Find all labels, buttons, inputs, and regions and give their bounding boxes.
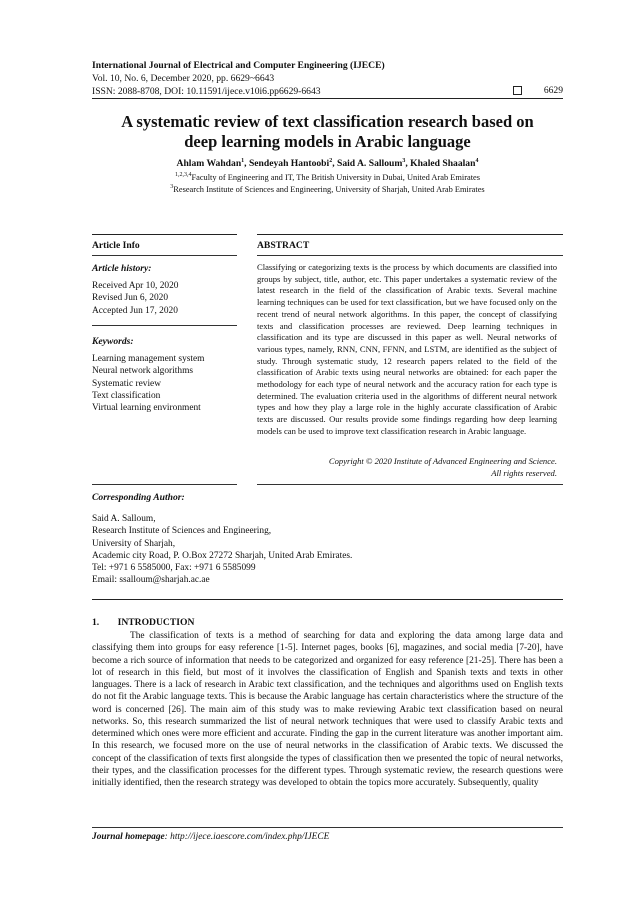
footer-rule <box>92 827 563 828</box>
keyword-item: Neural network algorithms <box>92 366 194 377</box>
issn-doi: ISSN: 2088-8708, DOI: 10.11591/ijece.v10i6.pp6629-6643 <box>92 86 321 97</box>
history-item: Accepted Jun 17, 2020 <box>92 305 178 316</box>
affiliation <box>92 172 563 182</box>
affiliation-sup: 1,2,3,4 <box>174 172 192 178</box>
history-heading: Article history: <box>92 263 152 274</box>
history-item: Revised Jun 6, 2020 <box>92 293 169 304</box>
intro-paragraph <box>92 630 563 789</box>
article-info-heading: Article Info <box>92 240 140 251</box>
copyright-line-2: All rights reserved. <box>491 467 557 478</box>
abstract-rule <box>257 255 563 256</box>
corresponding-bottom-rule <box>92 599 563 600</box>
author-name: Ahlam Wahdan <box>176 158 242 170</box>
section-title: INTRODUCTION <box>117 617 195 628</box>
article-info-bottom-rule <box>92 484 237 485</box>
author-sup: 2 <box>329 158 333 164</box>
keyword-item: Systematic review <box>92 378 161 389</box>
section-heading <box>92 617 194 628</box>
keyword-item: Text classification <box>92 390 161 401</box>
intro-text: The classification of texts is a method of searching for data and exploring the data among large data and classifying them into groups for easy reference [1-5]. Internet pages, books [6], magazines, and social media [7-20], have become a rich source of information that needs to be categorized and organized for easy reference [21-25]. There has been a lot of research in this field, but most of it involves the classification of English and Spanish texts and texts in other languages. There is a lack of research in Arabic text classification, and the techniques and algorithms used on English texts do not fit the Arabic language texts. This is because the Arabic language has certain characteristics where the structure of the word is concerned [26]. The main aim of this study was to make reviewing Arabic text classification based on neural networks. So, this research summarized the list of neural network techniques that were used to classify Arabic texts and determined which ones were more efficient and accurate. Finding the gap in the current literature was another important aim. In this research, we focused more on the use of neural networks in the classification of Arabic texts. We discussed the concept of the classification of texts first alongside the types of classification then we presented the topic of neural networks, their types, and the classification processes for the different types. Through systematic review, the research questions were initially identified, then the research strategy was developed to obtain the topics more accurately. Subsequently, quality <box>92 631 563 789</box>
section-number: 1. <box>92 617 100 628</box>
copyright-notice <box>257 456 557 479</box>
journal-homepage <box>92 832 329 842</box>
abstract-heading: ABSTRACT <box>257 240 310 251</box>
affiliation-text: Faculty of Engineering and IT, The British University in Dubai, United Arab Emirates <box>191 172 481 182</box>
corresponding-line: Tel: +971 6 5585000, Fax: +971 6 5585099 <box>92 563 256 574</box>
homepage-label: Journal homepage <box>92 832 165 842</box>
title-line-1: A systematic review of text classification research based on <box>121 112 534 131</box>
abstract-text: Classifying or categorizing texts is the process by which documents are classified into groups by subject, title, author, etc. This paper undertakes a systematic review of the latest research in the field of the classification of Arabic texts. Several machine learning techniques can be used for text classification, but we have focused only on the recent trend of neural network algorithms. In this paper, the concept of classifying texts and classification processes are reviewed. Deep learning techniques in classification and its type are discussed in this paper as well. Neural networks of various types, namely, RNN, CNN, FFNN, and LSTM, are identified as the subject of study. Through systematic study, 12 research papers related to the field of the classification of Arabic texts using neural networks are obtained: for each paper the methodology for each type of neural network and the accuracy ration for each type is determined. The evaluation criteria used in the algorithms of different neural network types and how they play a large role in the highly accurate classification of Arabic texts are discussed. Our results provide some findings regarding how deep learning models can be used to improve text classification research in Arabic language. <box>257 262 557 436</box>
corresponding-line: Said A. Salloum, <box>92 514 156 524</box>
author-sup: 3 <box>402 158 406 164</box>
page-number: 6629 <box>543 85 563 96</box>
copyright-line-1: Copyright © 2020 Institute of Advanced Engineering and Science. <box>328 456 557 466</box>
corresponding-line: Research Institute of Sciences and Engineering, <box>92 526 272 537</box>
history-item: Received Apr 10, 2020 <box>92 281 179 291</box>
affiliation-text: Research Institute of Sciences and Engineering, University of Sharjah, United Arab Emirates <box>173 184 485 194</box>
author-sup: 1 <box>241 158 245 164</box>
keyword-item: Virtual learning environment <box>92 403 201 414</box>
author-sup: 4 <box>475 158 479 164</box>
checkbox-square-icon <box>513 86 522 95</box>
journal-name: International Journal of Electrical and Computer Engineering (IJECE) <box>92 60 385 71</box>
corresponding-heading: Corresponding Author: <box>92 492 185 503</box>
keywords-list <box>92 353 204 414</box>
history-list <box>92 280 178 317</box>
affiliation-sup: 3 <box>170 184 174 190</box>
keywords-heading: Keywords: <box>92 336 134 347</box>
paper-title <box>92 112 563 152</box>
corresponding-line: Academic city Road, P. O.Box 27272 Sharjah, United Arab Emirates. <box>92 550 353 561</box>
corresponding-line: Email: ssalloum@sharjah.ac.ae <box>92 575 210 586</box>
page-number-group <box>513 85 563 96</box>
author-name: Khaled Shaalan <box>410 158 476 170</box>
article-info-top-rule <box>92 234 237 235</box>
author-name: Sendeyah Hantoobi <box>248 158 330 170</box>
affiliation <box>92 184 563 194</box>
author-name: Said A. Salloum <box>337 158 403 170</box>
author-list: Ahlam Wahdan$^1$, Sendeyah Hantoobi$^2$, Said A. Salloum$^3$, Khaled Shaalan$^4$ <box>176 158 479 170</box>
title-line-2: deep learning models in Arabic language <box>184 132 471 151</box>
abstract-bottom-rule <box>257 484 563 485</box>
article-info-rule <box>92 255 237 256</box>
keywords-rule <box>92 325 237 326</box>
header-rule <box>92 98 563 99</box>
homepage-link[interactable]: : http://ijece.iaescore.com/index.php/IJECE <box>164 832 330 842</box>
volume-info: Vol. 10, No. 6, December 2020, pp. 6629~6643 <box>92 73 275 84</box>
abstract-top-rule <box>257 234 563 235</box>
keyword-item: Learning management system <box>92 354 205 364</box>
corresponding-line: University of Sharjah, <box>92 538 176 549</box>
corresponding-details <box>92 513 352 587</box>
